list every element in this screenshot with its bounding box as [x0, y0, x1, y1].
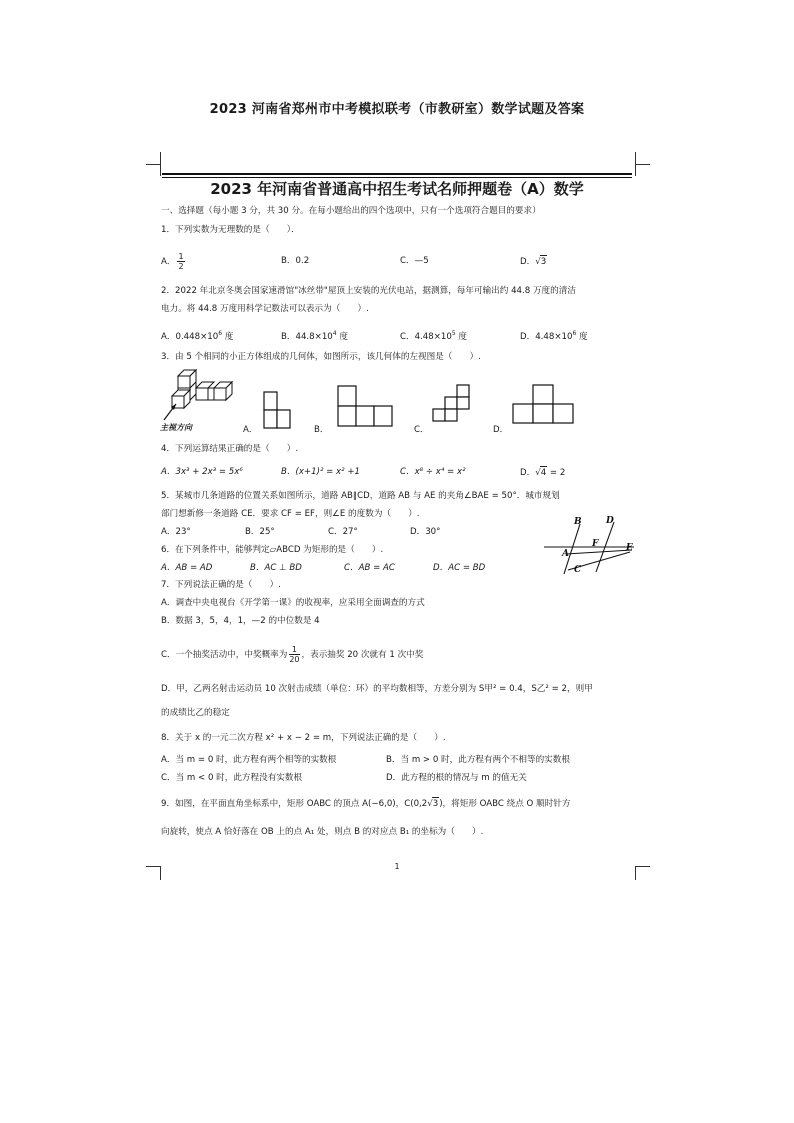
q6-stem: 6．在下列条件中，能够判定▱ABCD 为矩形的是（ ）.	[161, 545, 384, 555]
crop-mark-bottom-right	[636, 866, 650, 867]
q3-option-a-label: A．	[243, 425, 258, 435]
q2-option-b-unit: 度	[336, 331, 348, 342]
q3-option-d-figure	[512, 384, 576, 426]
q7-option-c	[161, 645, 423, 664]
q3-option-a-figure	[263, 391, 305, 431]
q3-option-d-label: D．	[493, 425, 509, 435]
exam-title: 2023 年河南省普通高中招生考试名师押题卷（A）数学	[210, 180, 584, 198]
crop-mark-top-right-v	[635, 152, 636, 176]
q4-sqrt-radicand: 4	[540, 468, 547, 478]
crop-mark-top-left-v	[160, 152, 161, 176]
q2-option-a-base: A．0.448×10	[161, 331, 219, 342]
q5-label-d: D	[606, 516, 614, 526]
q4-option-a: A．3x³ + 2x³ = 5x⁶	[161, 467, 243, 477]
q9-line1-pre: 9．如图，在平面直角坐标系中，矩形 OABC 的顶点 A(−6,0)，C(0,2	[161, 799, 428, 809]
q7-option-c-post: ，表示抽奖 20 次就有 1 次中奖	[301, 650, 424, 660]
q5-option-c: C．27°	[328, 527, 358, 537]
q2-option-b-exp: 4	[332, 330, 337, 337]
q1-option-c: C．—5	[400, 256, 429, 266]
q2-option-c-unit: 度	[455, 331, 468, 342]
q5-option-a: A．23°	[161, 527, 191, 537]
q1-sqrt-radicand: 3	[540, 257, 547, 267]
q1-fraction-den: 2	[178, 262, 184, 271]
q4-option-d-tail: = 2	[547, 468, 566, 478]
q5-road-figure	[544, 514, 636, 576]
q8-stem: 8．关于 x 的一元二次方程 x² + x − 2 = m，下列说法正确的是（ ）.	[161, 733, 446, 743]
q7-fraction	[289, 645, 299, 664]
q1-option-a-prefix: A．	[161, 257, 176, 267]
crop-mark-bottom-right-v	[635, 866, 636, 880]
q1-stem: 1．下列实数为无理数的是（ ）．	[161, 225, 300, 235]
q8-option-b: B．当 m > 0 时，此方程有两个不相等的实数根	[386, 755, 570, 765]
q5-label-c: C	[574, 565, 582, 575]
q2-option-d-unit: 度	[576, 331, 588, 342]
q9-line2: 向旋转，使点 A 恰好落在 OB 上的点 A₁ 处，则点 B 的对应点 B₁ 的坐标为（ ）.	[161, 827, 484, 837]
page-number: 1	[394, 862, 400, 871]
document-title: 2023 河南省郑州市中考模拟联考（市教研室）数学试题及答案	[209, 102, 585, 117]
q2-option-a-unit: 度	[222, 331, 234, 342]
q2-line2: 电力。将 44.8 万度用科学记数法可以表示为（ ）.	[161, 304, 369, 314]
q7-fraction-den: 20	[289, 655, 300, 664]
q3-option-b-label: B．	[314, 425, 329, 435]
q2-option-c	[400, 328, 467, 343]
crop-mark-bottom-left-v	[160, 866, 161, 880]
q5-option-d: D．30°	[410, 527, 441, 537]
q2-option-d-base: D．4.48×10	[520, 331, 573, 342]
q6-option-c: C．AB = AC	[344, 563, 395, 573]
q1-option-d-prefix: D．	[520, 257, 536, 267]
q5-option-b: B．25°	[245, 527, 275, 537]
q6-option-d: D．AC = BD	[433, 563, 486, 573]
q2-option-a	[161, 328, 233, 343]
q7-fraction-num: 1	[289, 645, 299, 655]
q3-stem: 3．由 5 个相同的小正方体组成的几何体，如图所示，该几何体的左视图是（ ）.	[161, 352, 481, 362]
q1-fraction	[177, 252, 184, 271]
q1-option-a	[161, 252, 187, 271]
q8-option-c: C．当 m < 0 时，此方程没有实数根	[161, 773, 303, 783]
q9-sqrt-sign: √	[427, 799, 433, 809]
q7-option-b: B．数据 3，5，4，1，—2 的中位数是 4	[161, 616, 320, 626]
q7-option-d-line2: 的成绩比乙的稳定	[161, 708, 230, 718]
q7-option-c-pre: C．一个抽奖活动中，中奖概率为	[161, 650, 288, 660]
q6-option-b: B．AC ⊥ BD	[250, 563, 302, 573]
q2-line1: 2．2022 年北京冬奥会国家速滑馆"冰丝带"屋顶上安装的光伏电站，据测算，每年可输出约 44.8 万度的清洁	[161, 286, 576, 296]
q3-option-c-label: C．	[414, 425, 429, 435]
q7-option-d-line1: D．甲，乙两名射击运动员 10 次射击成绩（单位：环）的平均数相等，方差分别为 S甲² = 0.4，S乙² = 2，则甲	[161, 684, 593, 694]
header-rule-thick	[162, 173, 632, 175]
q2-option-c-base: C．4.48×10	[400, 331, 452, 342]
q5-label-b: B	[574, 517, 582, 527]
q4-stem: 4．下列运算结果正确的是（ ）.	[161, 444, 299, 454]
q9-line1-post: )，将矩形 OABC 绕点 O 顺时针方	[439, 799, 571, 809]
q2-option-a-exp: 6	[218, 330, 223, 337]
q1-option-b: B．0.2	[281, 256, 310, 266]
q4-option-c: C．x⁸ ÷ x⁴ = x²	[400, 467, 466, 477]
q1-sqrt-sign: √	[535, 257, 541, 267]
q4-option-b: B．(x+1)² = x² +1	[281, 467, 360, 477]
crop-mark-top-right	[636, 164, 650, 165]
q2-option-d	[520, 328, 588, 343]
q5-label-e: E	[626, 543, 633, 553]
q7-option-a: A．调查中央电视台《开学第一课》的收视率，应采用全面调查的方式	[161, 598, 425, 608]
q2-option-c-exp: 5	[451, 330, 456, 337]
q4-option-d-prefix: D．	[520, 468, 536, 478]
q5-line1: 5．某城市几条道路的位置关系如图所示，道路 AB∥CD，道路 AB 与 AE 的夹角∠BAE = 50°．城市规划	[161, 491, 560, 501]
q2-option-b	[281, 328, 348, 343]
q2-option-d-exp: 6	[572, 330, 577, 337]
q3-option-c-figure	[431, 384, 471, 430]
q3-option-b-figure	[337, 385, 401, 431]
section-heading: 一、选择题（每小题 3 分，共 30 分。在每小题给出的四个选项中，只有一个选项符合题目的要求）	[161, 206, 541, 216]
q8-option-a: A．当 m = 0 时，此方程有两个相等的实数根	[161, 755, 337, 765]
q5-label-f: F	[592, 539, 599, 549]
q8-option-d: D．此方程的根的情况与 m 的值无关	[386, 773, 527, 783]
q1-option-d	[520, 255, 547, 268]
q9-sqrt-radicand: 3	[432, 799, 439, 809]
q6-option-a: A．AB = AD	[161, 563, 213, 573]
q9-line1	[161, 797, 570, 810]
crop-mark-bottom-left	[146, 866, 160, 867]
crop-mark-top-left	[146, 164, 160, 165]
q5-label-a: A	[562, 549, 569, 559]
q4-option-d	[520, 466, 565, 479]
q3-view-direction-label: 主视方向	[160, 422, 192, 432]
q4-sqrt-sign: √	[535, 468, 541, 478]
q2-option-b-base: B．44.8×10	[281, 331, 333, 342]
q1-fraction-num: 1	[178, 252, 184, 261]
q7-stem: 7．下列说法正确的是（ ）.	[161, 580, 281, 590]
q5-line2: 部门想新修一条道路 CE．要求 CF = EF，则∠E 的度数为（ ）.	[161, 509, 420, 519]
